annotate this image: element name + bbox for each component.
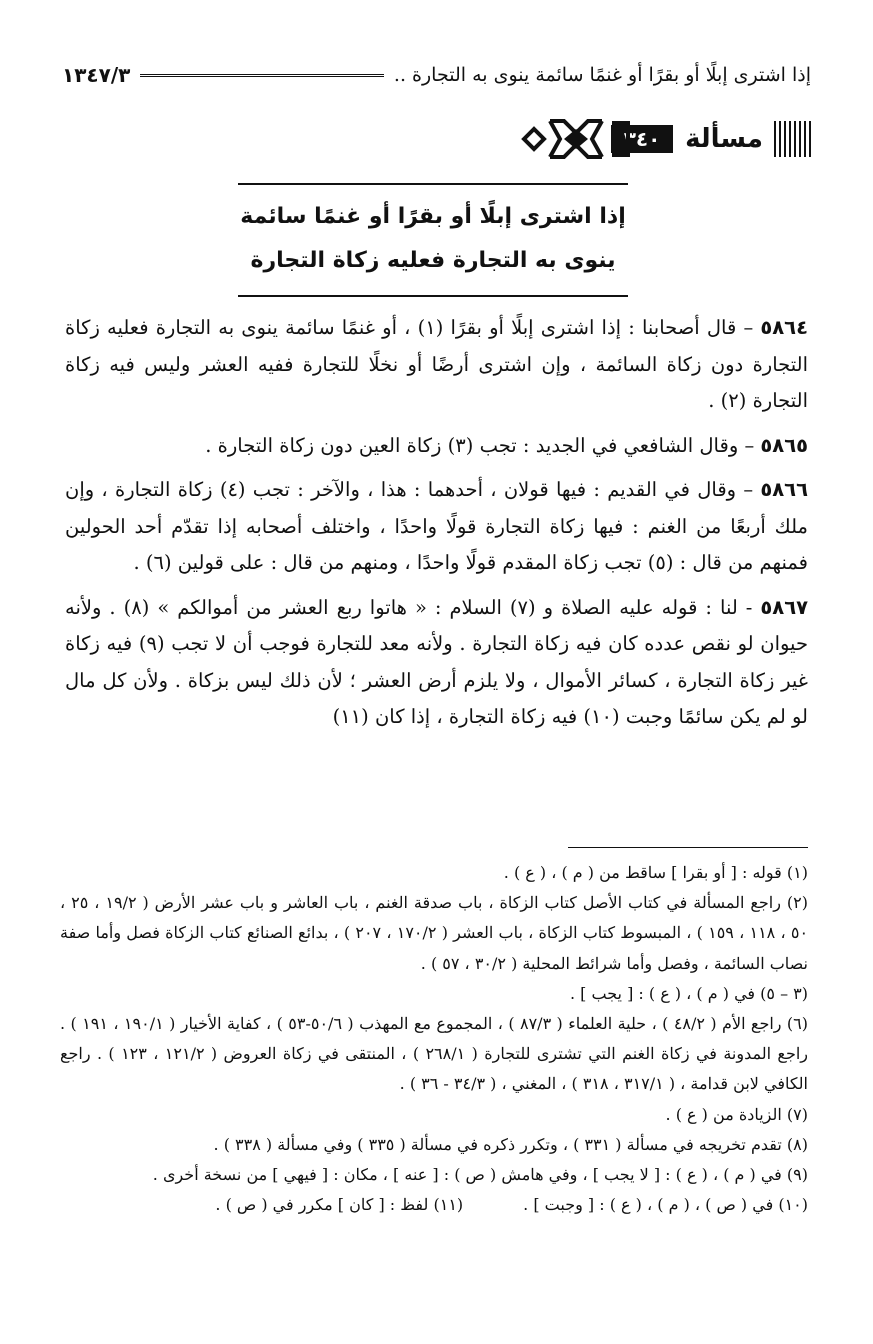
paragraph-text: – قال أصحابنا : إذا اشترى إبلًا أو بقرًا (١) ، أو غنمًا سائمة ينوى به التجارة فعليه زكاة التجارة دون زكاة السائمة ، وإن اشترى أرضًا أو نخلًا للتجارة ففيه العشر وليس فيه زكاة التجارة (٢) .	[65, 316, 808, 412]
paragraph-text: – وقال في القديم : فيها قولان ، أحدهما : هذا ، والآخر : تجب (٤) زكاة التجارة ، وإن ملك أربعًا من الغنم : فيها زكاة التجارة قولًا واحدًا ، واختلف أصحابه إذا تقدّم أحد الحولين فمنهم من قال : (٥) تجب زكاة المقدم قولًا واحدًا ، ومنهم من قال : على قولين (٦) .	[65, 478, 808, 574]
paragraph-number: ٥٨٦٥	[760, 433, 808, 457]
footnotes	[60, 858, 808, 1220]
footnote: (٣ – ٥) في ( م ) ، ( ع ) : [ يجب ] .	[570, 983, 808, 1003]
footnote: (٢) راجع المسألة في كتاب الأصل كتاب الزكاة ، باب صدقة الغنم ، باب العاشر و باب عشر الأرض ( ١٩/٢ ، ٢٥ ، ٥٠ ، ١١٨ ، ١٥٩ ) ، المبسوط كتاب الزكاة ، باب العشر ( ١٧٠/٢ ، ٢٠٧ ) ، بدائع الصنائع كتاب الزكاة فصل وأما صفة نصاب السائمة ، وفصل وأما شرائط المحلية ( ٣٠/٢ ، ٥٧ ) .	[60, 893, 809, 973]
paragraph-number: ٥٨٦٦	[760, 478, 808, 501]
footnote-separator	[568, 847, 808, 848]
paragraph	[65, 590, 808, 736]
main-text	[65, 310, 808, 744]
footnote-row	[60, 1190, 808, 1220]
paragraph-text: - لنا : قوله عليه الصلاة و (٧) السلام : « هاتوا ربع العشر من أموالكم » (٨) . ولأنه حيوان لو نقص عدده كان فيه زكاة التجارة . ولأنه معد للتجارة فوجب أن لا تجب (٩) فيه زكاة غير زكاة التجارة ، كسائر الأموال ، ولا يلزم أرض العشر ؛ لأن ذلك ليس بزكاة . ولأن كل مال لو لم يكن سائمًا وجبت (١٠) فيه زكاة التجارة ، إذا كان (١١)	[65, 595, 808, 728]
masala-banner	[520, 113, 811, 165]
paragraph	[65, 472, 808, 582]
footnote: (١١) لفظ : [ كان ] مكرر في ( ص ) .	[215, 1195, 464, 1215]
masala-label: مسألة	[685, 124, 763, 154]
paragraph-text: – وقال الشافعي في الجديد : تجب (٣) زكاة العين دون زكاة التجارة .	[205, 433, 761, 457]
running-header	[62, 58, 811, 92]
footnote: (٧) الزيادة من ( ع ) .	[665, 1104, 808, 1124]
footnote: (٨) تقدم تخريجه في مسألة ( ٣٣١ ) ، وتكرر ذكره في مسألة ( ٣٣٥ ) وفي مسألة ( ٣٣٨ ) .	[213, 1134, 808, 1154]
paragraph-number: ٥٨٦٤	[760, 316, 808, 339]
footnote: (٦) راجع الأم ( ٤٨/٢ ) ، حلية العلماء ( ٨٧/٣ ) ، المجموع مع المهذب ( ٥٠/٦-٥٣ ) ، كفاية الأخيار ( ١٩٠/١ ، ١٩١ ) . راجع المدونة في زكاة الغنم التي تشترى للتجارة ( ٢٦٨/١ ) ، المنتقى في زكاة العروض ( ١٢١/٢ ، ١٢٣ ) . راجع الكافي لابن قدامة ، ( ٣١٧/١ ، ٣١٨ ) ، المغني ، ( ٣٤/٣ - ٣٦ ) .	[60, 1014, 809, 1094]
footnote: (٩) في ( م ) ، ( ع ) : [ لا يجب ] ، وفي هامش ( ص ) : [ عنه ] ، مكان : [ فيهي ] من نسخة أخرى .	[152, 1165, 808, 1185]
page-reference: ١٣٤٧/٣	[62, 63, 131, 87]
paragraph-number: ٥٨٦٧	[760, 595, 808, 619]
footnote: (١) قوله : [ أو بقرا ] ساقط من ( م ) ، ( ع ) .	[503, 863, 808, 882]
title-line-1: إذا اشترى إبلًا أو بقرًا أو غنمًا سائمة	[240, 204, 626, 229]
title-line-2: ينوى به التجارة فعليه زكاة التجارة	[250, 248, 616, 273]
geometric-ornament-icon	[520, 113, 635, 165]
paragraph	[65, 310, 808, 420]
masala-number: ٣٤٠	[611, 125, 673, 153]
header-rule	[140, 74, 384, 77]
chapter-title	[238, 183, 628, 297]
paragraph	[65, 428, 808, 465]
running-title: إذا اشترى إبلًا أو بقرًا أو غنمًا سائمة ينوى به التجارة ..	[393, 64, 811, 86]
footnote: (١٠) في ( ص ) ، ( م ) ، ( ع ) : [ وجبت ] .	[523, 1195, 808, 1215]
striped-bar-ornament	[773, 121, 811, 157]
